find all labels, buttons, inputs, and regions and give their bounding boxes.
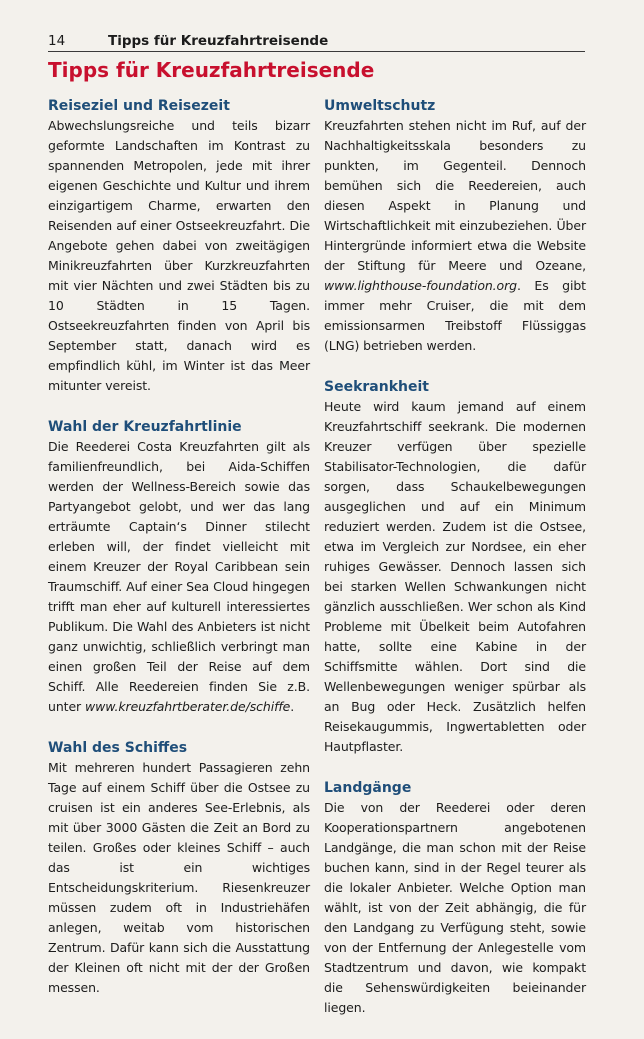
section-kreuzfahrtlinie [48, 417, 310, 717]
section-seekrankheit [324, 377, 586, 757]
text-segment: . [290, 699, 295, 714]
web-link[interactable]: www.lighthouse-foundation.org [324, 278, 517, 293]
page-number: 14 [48, 33, 66, 49]
section-umweltschutz [324, 96, 586, 356]
section-text: Abwechslungsreiche und teils bizarr geformte Landschaften im Kontrast zu spannenden Metropolen, jede mit ihrer eigenen Geschichte und Kultur und ihrem einzigartigem Charme, erwarten den Reisenden auf einer Ostseekreuzfahrt. Die Angebote gehen dabei von zweitägigen Minikreuzfahrten über Kurzkreuzfahrten mit vier Nächten und zwei Städten bis zu 10 Städten in 15 Tagen. Ostseekreuzfahrten finden von April bis September statt, danach wird es empfindlich kühl, im Winter ist das Meer mitunter vereist. [48, 118, 310, 393]
section-text: Die von der Reederei oder deren Kooperationspartnern angebotenen Landgänge, die man schon mit der Reise buchen kann, sind in der Regel teurer als die lokaler Anbieter. Welche Option man wählt, ist von der Zeit abhängig, die für den Landgang zu Verfügung steht, sowie von der Entfernung der Anlegestelle vom Stadtzentrum und davon, wie kompakt die Sehenswürdigkeiten beieinander liegen. [324, 800, 586, 1015]
left-column [48, 96, 310, 1019]
page-title: Tipps für Kreuzfahrtreisende [48, 58, 375, 82]
section-text [48, 437, 310, 717]
section-text: Mit mehreren hundert Passagieren zehn Tage auf einem Schiff über die Ostsee zu cruisen ist ein anderes See-Erlebnis, als mit über 3000 Gästen die Zeit an Bord zu teilen. Großes oder kleines Schiff – auch das ist ein wichtiges Entscheidungskriterium. Riesenkreuzer müssen zudem oft in Industriehäfen anlegen, weitab vom historischen Zentrum. Dafür kann sich die Ausstattung der Kleinen oft nicht mit der der Großen messen. [48, 760, 310, 995]
section-schiff [48, 738, 310, 998]
right-column [324, 96, 586, 1039]
running-head [48, 31, 585, 52]
text-segment: Die Reederei Costa Kreuzfahrten gilt als familienfreundlich, bei Aida-Schiffen werden der Wellness-Bereich sowie das Partyangebot gelobt, und wer das lang erträumte Captain‘s Dinner stilecht erleben will, der findet vielleicht mit einem Kreuzer der Royal Caribbean sein Traumschiff. Auf einer Sea Cloud hingegen trifft man eher auf kulturell interessiertes Publikum. Die Wahl des Anbieters ist nicht ganz unwichtig, schließlich verbringt man einen großen Teil der Reise auf dem Schiff. Alle Reedereien finden Sie z.B. unter [48, 439, 310, 714]
section-heading: Wahl der Kreuzfahrtlinie [48, 419, 242, 435]
text-segment: Kreuzfahrten stehen nicht im Ruf, auf der Nachhaltigkeitsskala besonders zu punkten, im Gegenteil. Dennoch bemühen sich die Reedereien, auch diesen Aspekt in Planung und Wirtschaftlichkeit mit einzubeziehen. Über Hintergründe informiert etwa die Website der Stiftung für Meere und Ozeane, [324, 118, 586, 273]
section-heading: Umweltschutz [324, 98, 436, 114]
section-landgaenge [324, 778, 586, 1018]
section-reiseziel [48, 96, 310, 396]
web-link[interactable]: www.kreuzfahrtberater.de/schiffe [84, 699, 291, 714]
section-heading: Reiseziel und Reisezeit [48, 98, 230, 114]
section-heading: Landgänge [324, 780, 412, 796]
section-text [324, 116, 586, 356]
section-heading: Wahl des Schiffes [48, 740, 188, 756]
text-segment: . Es gibt immer mehr Cruiser, die mit dem emissionsarmen Treibstoff Flüssiggas (LNG) betrieben werden. [324, 278, 586, 353]
running-title: Tipps für Kreuzfahrtreisende [108, 33, 329, 49]
section-text: Heute wird kaum jemand auf einem Kreuzfahrtschiff seekrank. Die modernen Kreuzer verfügen über spezielle Stabilisator-Technologien, die dafür sorgen, dass Schaukelbewegungen ausgeglichen und auf ein Minimum reduziert werden. Zudem ist die Ostsee, etwa im Vergleich zur Nordsee, ein eher ruhiges Gewässer. Dennoch lassen sich bei starken Wellen Schwankungen nicht gänzlich ausschließen. Wer schon als Kind Probleme mit Übelkeit beim Autofahren hatte, sollte eine Kabine in der Schiffsmitte wählen. Dort sind die Wellenbewegungen weniger spürbar als an Bug oder Heck. Zusätzlich helfen Reisekaugummis, Ingwertabletten oder Hautpflaster. [324, 399, 586, 754]
section-heading: Seekrankheit [324, 379, 429, 395]
